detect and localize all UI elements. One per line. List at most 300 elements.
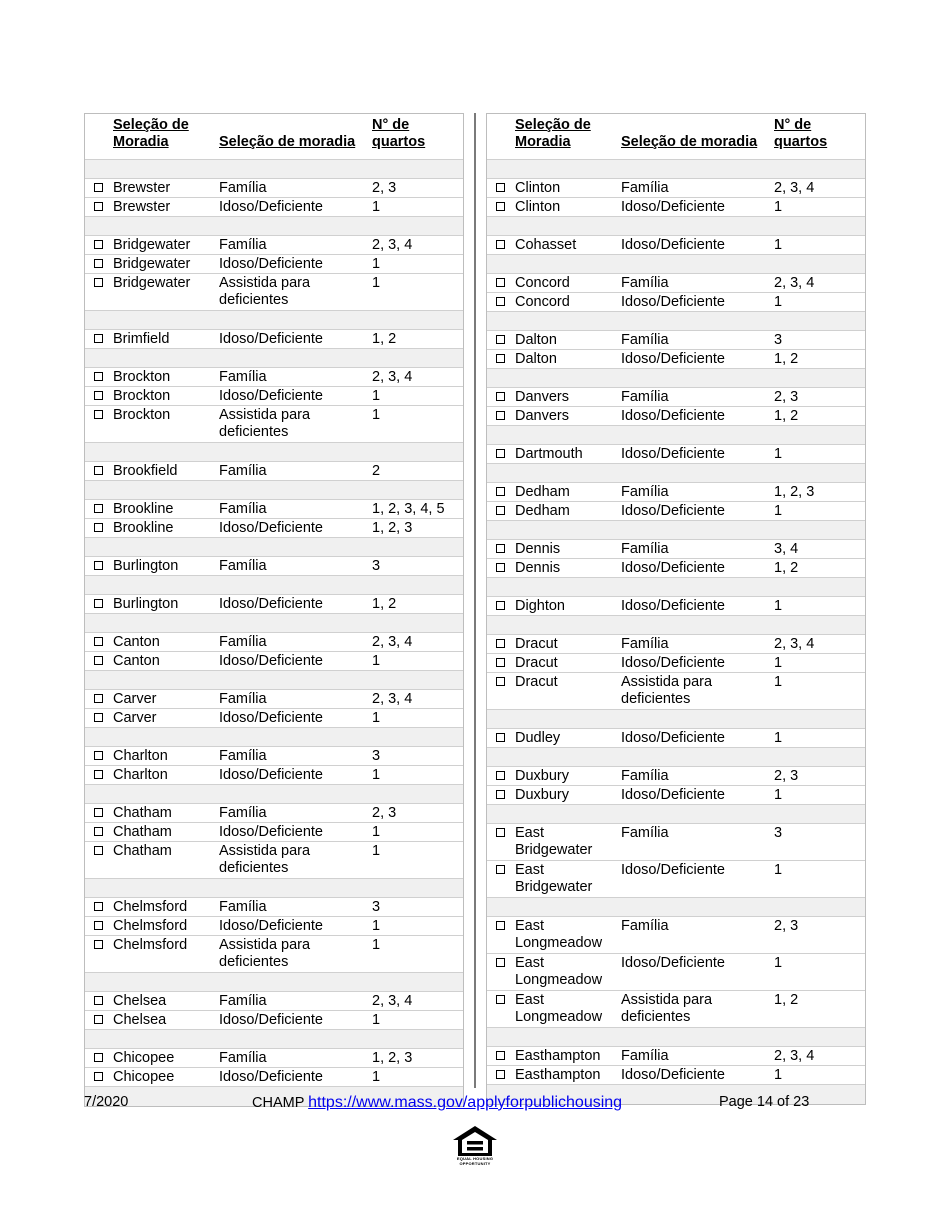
cell-type: Família: [621, 541, 669, 557]
cell-type: Família: [219, 180, 267, 196]
cell-type: Assistida para deficientes: [621, 992, 713, 1025]
cell-type: Idoso/Deficiente: [621, 862, 725, 878]
spacer-row: [487, 521, 865, 540]
table-row: [85, 917, 463, 936]
table-row: [487, 293, 865, 312]
table-row: [487, 597, 865, 616]
table-row: [85, 804, 463, 823]
checkbox[interactable]: [496, 278, 505, 287]
cell-town: East Bridgewater: [515, 862, 593, 895]
cell-type: Família: [621, 768, 669, 784]
spacer-row: [487, 464, 865, 483]
cell-rooms: 3: [372, 899, 381, 915]
table-row: [487, 991, 865, 1028]
table-row: [487, 917, 865, 954]
cell-town: Easthampton: [515, 1048, 601, 1064]
cell-type: Família: [219, 501, 267, 517]
header-town: Seleção de Moradia: [515, 117, 591, 150]
checkbox[interactable]: [496, 1070, 505, 1079]
spacer-row: [487, 369, 865, 388]
table-row: [487, 954, 865, 991]
cell-rooms: 1: [372, 1012, 381, 1028]
cell-type: Idoso/Deficiente: [219, 918, 323, 934]
cell-type: Família: [219, 748, 267, 764]
table-row: [85, 633, 463, 652]
checkbox[interactable]: [496, 790, 505, 799]
left-housing-table: [84, 113, 464, 1107]
table-header: [85, 114, 463, 159]
table-header: [487, 114, 865, 159]
cell-type: Idoso/Deficiente: [621, 199, 725, 215]
cell-town: Duxbury: [515, 787, 569, 803]
cell-type: Idoso/Deficiente: [621, 503, 725, 519]
table-row: [487, 729, 865, 748]
cell-type: Assistida para deficientes: [219, 275, 311, 308]
cell-rooms: 1: [774, 503, 783, 519]
checkbox[interactable]: [94, 694, 103, 703]
spacer-row: [487, 160, 865, 179]
table-row: [487, 331, 865, 350]
spacer-row: [85, 311, 463, 330]
cell-type: Idoso/Deficiente: [219, 1012, 323, 1028]
cell-town: East Longmeadow: [515, 955, 603, 988]
checkbox[interactable]: [496, 733, 505, 742]
cell-town: Burlington: [113, 596, 179, 612]
checkbox[interactable]: [94, 902, 103, 911]
cell-type: Idoso/Deficiente: [219, 653, 323, 669]
cell-town: Bridgewater: [113, 237, 191, 253]
checkbox[interactable]: [94, 940, 103, 949]
spacer-row: [487, 710, 865, 729]
table-row: [85, 898, 463, 917]
checkbox[interactable]: [496, 183, 505, 192]
cell-rooms: 3: [774, 332, 783, 348]
cell-town: Chicopee: [113, 1050, 175, 1066]
cell-type: Família: [219, 1050, 267, 1066]
cell-town: Charlton: [113, 767, 168, 783]
cell-town: Charlton: [113, 748, 168, 764]
checkbox[interactable]: [496, 995, 505, 1004]
cell-town: Chelmsford: [113, 937, 188, 953]
checkbox[interactable]: [496, 658, 505, 667]
table-row: [85, 179, 463, 198]
cell-rooms: 1: [774, 787, 783, 803]
cell-type: Idoso/Deficiente: [219, 256, 323, 272]
checkbox[interactable]: [496, 449, 505, 458]
cell-rooms: 2, 3, 4: [774, 180, 815, 196]
table-body: [487, 159, 865, 1104]
cell-town: Danvers: [515, 408, 569, 424]
cell-rooms: 2, 3, 4: [774, 275, 815, 291]
spacer-row: [85, 349, 463, 368]
cell-rooms: 2, 3: [774, 768, 799, 784]
cell-type: Idoso/Deficiente: [219, 824, 323, 840]
cell-rooms: 2, 3, 4: [372, 369, 413, 385]
table-row: [85, 330, 463, 349]
checkbox[interactable]: [496, 297, 505, 306]
checkbox[interactable]: [94, 561, 103, 570]
checkbox[interactable]: [94, 334, 103, 343]
cell-rooms: 1, 2: [774, 992, 799, 1008]
cell-rooms: 2, 3, 4: [372, 691, 413, 707]
cell-type: Família: [621, 389, 669, 405]
checkbox[interactable]: [496, 411, 505, 420]
cell-town: Dracut: [515, 636, 558, 652]
spacer-row: [85, 217, 463, 236]
cell-town: Brookline: [113, 501, 174, 517]
cell-town: Carver: [113, 691, 157, 707]
checkbox[interactable]: [94, 827, 103, 836]
cell-town: Dennis: [515, 560, 561, 576]
table-row: [487, 635, 865, 654]
checkbox[interactable]: [94, 410, 103, 419]
cell-town: Brimfield: [113, 331, 170, 347]
checkbox[interactable]: [94, 846, 103, 855]
checkbox[interactable]: [94, 599, 103, 608]
cell-type: Família: [219, 237, 267, 253]
cell-town: Chatham: [113, 805, 172, 821]
cell-type: Assistida para deficientes: [621, 674, 713, 707]
cell-rooms: 1, 2: [372, 331, 397, 347]
table-row: [85, 1011, 463, 1030]
cell-town: Brockton: [113, 369, 171, 385]
cell-rooms: 1, 2, 3: [372, 520, 413, 536]
checkbox[interactable]: [496, 506, 505, 515]
header-rooms: N° de quartos: [774, 117, 828, 150]
cell-town: Concord: [515, 275, 570, 291]
cell-rooms: 3: [372, 748, 381, 764]
spacer-row: [85, 728, 463, 747]
spacer-row: [487, 578, 865, 597]
cell-type: Família: [621, 180, 669, 196]
cell-rooms: 2, 3, 4: [774, 1048, 815, 1064]
cell-type: Idoso/Deficiente: [621, 237, 725, 253]
table-row: [487, 767, 865, 786]
cell-rooms: 2: [372, 463, 381, 479]
cell-town: Dracut: [515, 674, 558, 690]
cell-town: Chelmsford: [113, 899, 188, 915]
checkbox[interactable]: [94, 240, 103, 249]
table-row: [85, 236, 463, 255]
cell-town: Dalton: [515, 351, 557, 367]
checkbox[interactable]: [94, 202, 103, 211]
table-row: [487, 1047, 865, 1066]
spacer-row: [85, 160, 463, 179]
checkbox[interactable]: [496, 202, 505, 211]
spacer-row: [85, 973, 463, 992]
cell-town: Cohasset: [515, 237, 577, 253]
cell-type: Idoso/Deficiente: [621, 408, 725, 424]
checkbox[interactable]: [496, 601, 505, 610]
spacer-row: [487, 748, 865, 767]
table-row: [487, 861, 865, 898]
cell-rooms: 1: [372, 710, 381, 726]
checkbox[interactable]: [496, 240, 505, 249]
checkbox[interactable]: [496, 544, 505, 553]
spacer-row: [85, 671, 463, 690]
cell-type: Assistida para deficientes: [219, 407, 311, 440]
table-row: [85, 255, 463, 274]
table-row: [85, 992, 463, 1011]
cell-rooms: 1: [372, 388, 381, 404]
cell-rooms: 2, 3, 4: [372, 634, 413, 650]
table-row: [487, 236, 865, 255]
table-row: [487, 786, 865, 805]
table-row: [85, 595, 463, 614]
cell-type: Idoso/Deficiente: [621, 730, 725, 746]
cell-type: Idoso/Deficiente: [219, 331, 323, 347]
checkbox[interactable]: [94, 921, 103, 930]
table-row: [85, 766, 463, 785]
cell-town: Dedham: [515, 484, 570, 500]
cell-type: Família: [219, 634, 267, 650]
cell-rooms: 1: [774, 655, 783, 671]
checkbox[interactable]: [94, 183, 103, 192]
spacer-row: [85, 879, 463, 898]
spacer-row: [85, 1030, 463, 1049]
cell-town: Chelsea: [113, 1012, 167, 1028]
cell-type: Idoso/Deficiente: [621, 294, 725, 310]
checkbox[interactable]: [94, 278, 103, 287]
checkbox[interactable]: [94, 466, 103, 475]
spacer-row: [487, 426, 865, 445]
page-number: Page 14 of 23: [719, 1094, 810, 1110]
cell-rooms: 1, 2, 3: [774, 484, 815, 500]
checkbox[interactable]: [94, 637, 103, 646]
table-row: [487, 502, 865, 521]
table-row: [487, 673, 865, 710]
checkbox[interactable]: [496, 958, 505, 967]
table-row: [85, 500, 463, 519]
checkbox[interactable]: [496, 865, 505, 874]
cell-town: Brookline: [113, 520, 174, 536]
cell-town: Brookfield: [113, 463, 178, 479]
cell-rooms: 2, 3: [372, 180, 397, 196]
checkbox[interactable]: [94, 1072, 103, 1081]
checkbox[interactable]: [94, 808, 103, 817]
cell-type: Família: [219, 993, 267, 1009]
cell-type: Idoso/Deficiente: [621, 787, 725, 803]
cell-town: Brockton: [113, 388, 171, 404]
checkbox[interactable]: [496, 639, 505, 648]
cell-rooms: 2, 3: [372, 805, 397, 821]
cell-town: Duxbury: [515, 768, 569, 784]
cell-type: Idoso/Deficiente: [219, 596, 323, 612]
cell-type: Família: [621, 332, 669, 348]
spacer-row: [85, 481, 463, 500]
cell-town: Bridgewater: [113, 256, 191, 272]
table-row: [487, 654, 865, 673]
checkbox[interactable]: [94, 656, 103, 665]
spacer-row: [487, 805, 865, 824]
checkbox[interactable]: [94, 504, 103, 513]
column-divider: [474, 113, 476, 1088]
cell-type: Idoso/Deficiente: [621, 598, 725, 614]
cell-type: Família: [621, 275, 669, 291]
cell-town: Chelmsford: [113, 918, 188, 934]
spacer-row: [487, 898, 865, 917]
table-row: [487, 407, 865, 426]
table-row: [85, 198, 463, 217]
cell-rooms: 1: [372, 256, 381, 272]
table-row: [85, 823, 463, 842]
checkbox[interactable]: [94, 523, 103, 532]
cell-rooms: 1: [372, 937, 381, 953]
cell-town: Brewster: [113, 180, 171, 196]
checkbox[interactable]: [496, 487, 505, 496]
cell-town: Dartmouth: [515, 446, 583, 462]
cell-rooms: 1: [372, 653, 381, 669]
cell-type: Idoso/Deficiente: [621, 560, 725, 576]
checkbox[interactable]: [94, 372, 103, 381]
checkbox[interactable]: [94, 1053, 103, 1062]
cell-rooms: 1: [774, 237, 783, 253]
spacer-row: [85, 538, 463, 557]
table-row: [487, 388, 865, 407]
cell-rooms: 1: [372, 918, 381, 934]
checkbox[interactable]: [496, 771, 505, 780]
checkbox[interactable]: [496, 563, 505, 572]
cell-rooms: 3: [774, 825, 783, 841]
cell-rooms: 1: [372, 1069, 381, 1085]
checkbox[interactable]: [94, 259, 103, 268]
cell-rooms: 1: [372, 843, 381, 859]
table-row: [487, 445, 865, 464]
table-row: [85, 709, 463, 728]
header-type: Seleção de moradia: [621, 134, 758, 150]
footer-date: 7/2020: [84, 1094, 129, 1110]
table-row: [85, 652, 463, 671]
cell-rooms: 1, 2: [774, 351, 799, 367]
cell-town: Chatham: [113, 843, 172, 859]
cell-type: Família: [621, 918, 669, 934]
cell-town: Dudley: [515, 730, 561, 746]
cell-town: Clinton: [515, 180, 561, 196]
spacer-row: [487, 1028, 865, 1047]
table-row: [487, 350, 865, 369]
cell-type: Família: [219, 805, 267, 821]
checkbox[interactable]: [94, 770, 103, 779]
footer-center: [252, 1094, 622, 1112]
header-town: Seleção de Moradia: [113, 117, 189, 150]
cell-type: Assistida para deficientes: [219, 937, 311, 970]
cell-type: Família: [621, 636, 669, 652]
table-row: [487, 559, 865, 578]
cell-type: Idoso/Deficiente: [621, 351, 725, 367]
cell-rooms: 2, 3, 4: [774, 636, 815, 652]
table-row: [85, 368, 463, 387]
cell-rooms: 3, 4: [774, 541, 799, 557]
cell-type: Idoso/Deficiente: [219, 520, 323, 536]
checkbox[interactable]: [496, 1051, 505, 1060]
table-row: [487, 274, 865, 293]
checkbox[interactable]: [496, 677, 505, 686]
table-row: [85, 387, 463, 406]
cell-rooms: 1, 2: [774, 560, 799, 576]
checkbox[interactable]: [496, 828, 505, 837]
cell-town: Concord: [515, 294, 570, 310]
cell-type: Família: [621, 484, 669, 500]
spacer-row: [487, 255, 865, 274]
cell-type: Idoso/Deficiente: [219, 199, 323, 215]
cell-rooms: 1: [774, 955, 783, 971]
cell-rooms: 1: [774, 730, 783, 746]
spacer-row: [85, 443, 463, 462]
spacer-row: [85, 614, 463, 633]
checkbox[interactable]: [94, 713, 103, 722]
cell-rooms: 1: [774, 446, 783, 462]
cell-rooms: 1: [774, 674, 783, 690]
cell-rooms: 2, 3: [774, 389, 799, 405]
cell-rooms: 1: [774, 294, 783, 310]
table-row: [487, 483, 865, 502]
checkbox[interactable]: [496, 921, 505, 930]
checkbox[interactable]: [94, 391, 103, 400]
cell-rooms: 1: [774, 199, 783, 215]
checkbox[interactable]: [496, 335, 505, 344]
table-row: [487, 198, 865, 217]
checkbox[interactable]: [94, 1015, 103, 1024]
spacer-row: [487, 616, 865, 635]
spacer-row: [85, 576, 463, 595]
cell-type: Idoso/Deficiente: [621, 955, 725, 971]
cell-town: Dennis: [515, 541, 561, 557]
cell-type: Idoso/Deficiente: [621, 446, 725, 462]
cell-town: Dighton: [515, 598, 565, 614]
table-row: [487, 540, 865, 559]
header-rooms: N° de quartos: [372, 117, 426, 150]
table-row: [487, 1066, 865, 1085]
cell-town: Burlington: [113, 558, 179, 574]
table-row: [487, 179, 865, 198]
cell-town: Canton: [113, 653, 160, 669]
apply-link[interactable]: https://www.mass.gov/applyforpublichousing: [308, 1094, 623, 1111]
table-row: [85, 936, 463, 973]
cell-type: Idoso/Deficiente: [219, 767, 323, 783]
cell-town: Chatham: [113, 824, 172, 840]
cell-rooms: 1, 2, 3, 4, 5: [372, 501, 445, 517]
cell-type: Idoso/Deficiente: [621, 655, 725, 671]
cell-type: Família: [219, 558, 267, 574]
table-row: [487, 824, 865, 861]
cell-rooms: 2, 3, 4: [372, 993, 413, 1009]
cell-rooms: 1: [372, 407, 381, 423]
cell-rooms: 1: [372, 767, 381, 783]
checkbox[interactable]: [94, 751, 103, 760]
cell-town: Danvers: [515, 389, 569, 405]
checkbox[interactable]: [496, 354, 505, 363]
spacer-row: [487, 312, 865, 331]
footer-org: CHAMP: [252, 1095, 309, 1111]
cell-rooms: 1: [372, 275, 381, 291]
cell-type: Família: [219, 369, 267, 385]
cell-type: Família: [219, 691, 267, 707]
cell-town: East Longmeadow: [515, 918, 603, 951]
cell-type: Idoso/Deficiente: [219, 710, 323, 726]
table-row: [85, 406, 463, 443]
table-row: [85, 690, 463, 709]
checkbox[interactable]: [496, 392, 505, 401]
header-type: Seleção de moradia: [219, 134, 356, 150]
table-row: [85, 1068, 463, 1087]
checkbox[interactable]: [94, 996, 103, 1005]
cell-town: Chicopee: [113, 1069, 175, 1085]
cell-rooms: 1: [372, 199, 381, 215]
cell-town: Easthampton: [515, 1067, 601, 1083]
table-row: [85, 1049, 463, 1068]
cell-type: Família: [621, 1048, 669, 1064]
table-row: [85, 462, 463, 481]
